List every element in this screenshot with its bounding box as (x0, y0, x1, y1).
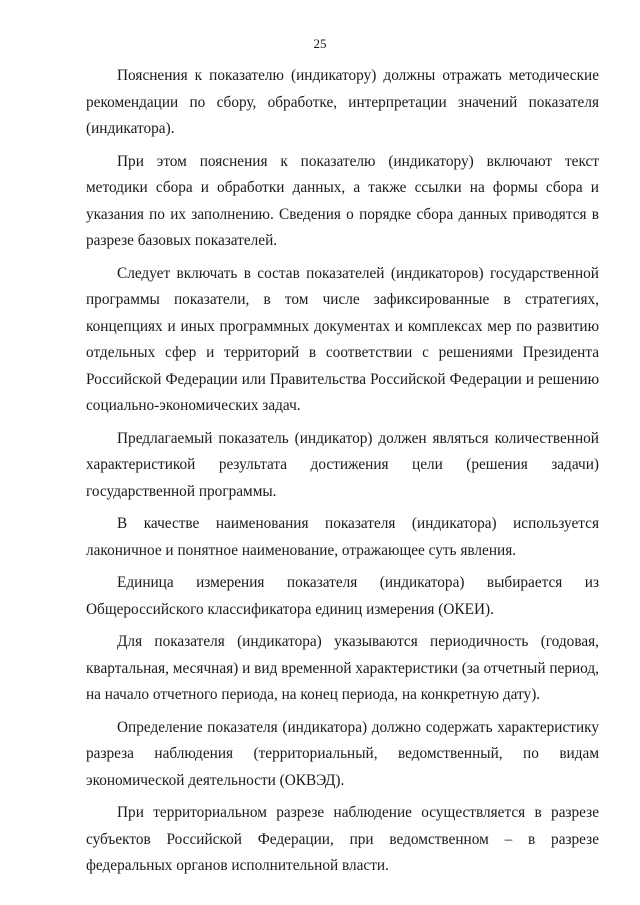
paragraph-6: Единица измерения показателя (индикатора) выбирается из Общероссийского классификатора единиц измерения (ОКЕИ). (86, 574, 599, 618)
paragraph-7: Для показателя (индикатора) указываются периодичность (годовая, квартальная, месячная) и вид временной характеристики (за отчетный период, на начало отчетного периода, на конец периода, на конкретную дату). (86, 633, 599, 703)
document-body (86, 63, 599, 886)
paragraph-4: Предлагаемый показатель (индикатор) должен являться количественной характеристикой результата достижения цели (решения задачи) государственной программы. (86, 429, 599, 500)
page-number: 25 (313, 36, 327, 51)
paragraph-3: Следует включать в состав показателей (индикаторов) государственной программы показатели, в том числе зафиксированные в стратегиях, концепциях и иных программных документах и комплексах мер по развитию отдельных сфер и территорий в соответствии с решениями Президента Российской Федерации или Правительства Российской Федерации и решению социально-экономических задач. (86, 264, 599, 414)
paragraph-8: Определение показателя (индикатора) должно содержать характеристику разреза наблюдения (территориальный, ведомственный, по видам экономической деятельности (ОКВЭД). (86, 718, 599, 789)
paragraph-2: При этом пояснения к показателю (индикатору) включают текст методики сбора и обработки данных, а также ссылки на формы сбора и указания по их заполнению. Сведения о порядке сбора данных приводятся в разрезе базовых показателей. (86, 152, 599, 249)
paragraph-1: Пояснения к показателю (индикатору) должны отражать методические рекомендации по сбору, обработке, интерпретации значений показателя (индикатора). (86, 67, 599, 137)
paragraph-9: При территориальном разрезе наблюдение осуществляется в разрезе субъектов Российской Федерации, при ведомственном – в разрезе федеральных органов исполнительной власти. (86, 804, 599, 874)
paragraph-5: В качестве наименования показателя (индикатора) используется лаконичное и понятное наименование, отражающее суть явления. (86, 515, 599, 559)
